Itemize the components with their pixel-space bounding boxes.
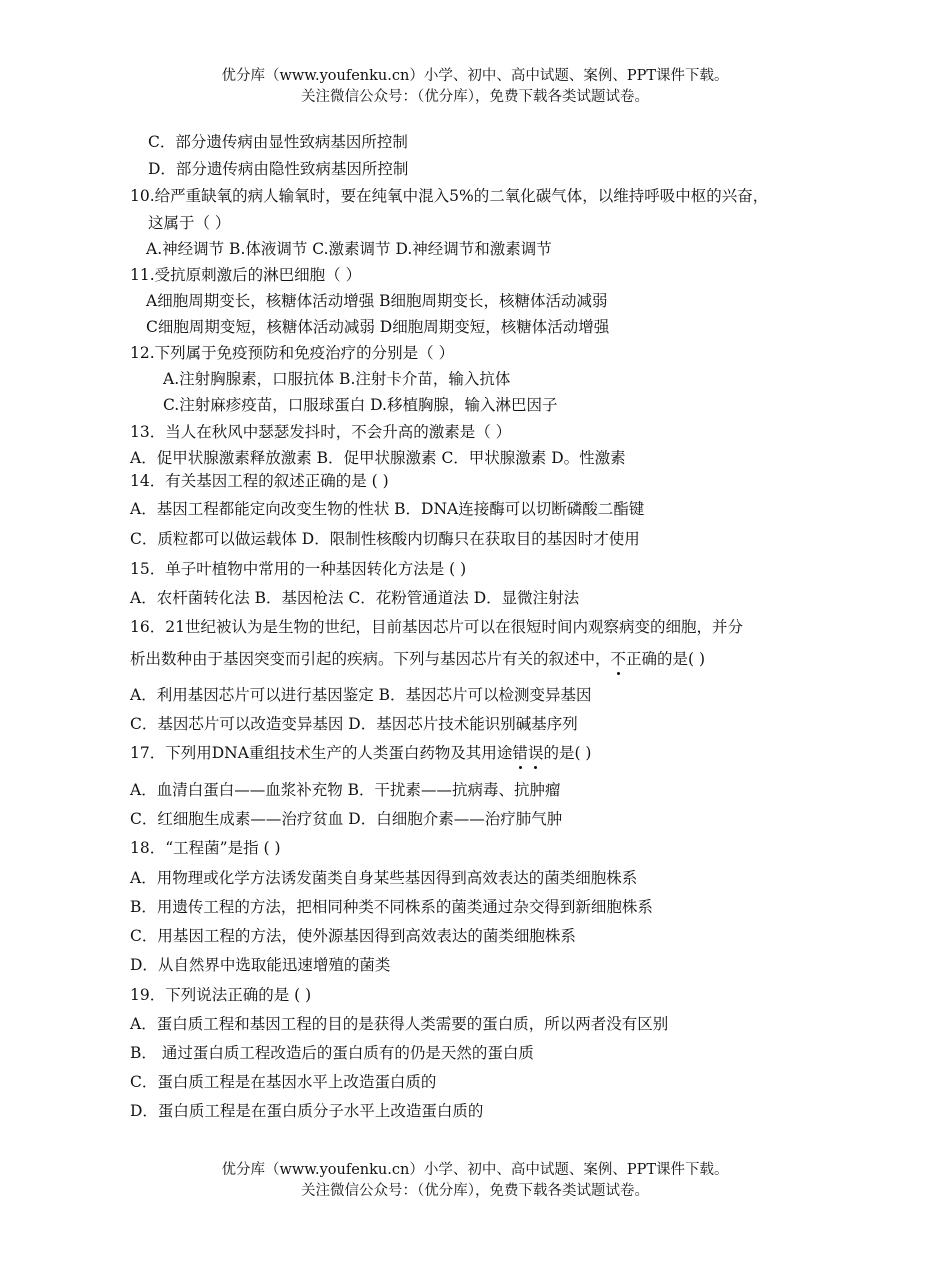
q11-stem: 11.受抗原刺激后的淋巴细胞（ ） (130, 266, 362, 284)
q16-stem-cont-pre: 析出数种由于基因突变而引起的疾病。下列与基因芯片有关的叙述中， (130, 650, 611, 668)
q17-emphasis-char-2: 误 (527, 744, 544, 762)
q9-option-c: C．部分遗传病由显性致病基因所控制 (148, 133, 408, 151)
q18-option-a: A．用物理或化学方法诱发菌类自身某些基因得到高效表达的菌类细胞株系 (130, 869, 638, 887)
q17-stem-pre: 17．下列用DNA重组技术生产的人类蛋白药物及其用途 (130, 744, 513, 762)
q16-emphasis-char: 不 (610, 650, 627, 668)
q15-stem: 15．单子叶植物中常用的一种基因转化方法是 ( ) (130, 560, 467, 578)
q18-stem: 18．“工程菌”是指 ( ) (130, 839, 281, 857)
q17-stem (130, 742, 591, 764)
q18-option-c: C．用基因工程的方法，使外源基因得到高效表达的菌类细胞株系 (130, 927, 576, 945)
q10-options: A.神经调节 B.体液调节 C.激素调节 D.神经调节和激素调节 (146, 240, 552, 258)
q16-stem-cont (130, 648, 705, 670)
q15-options: A．农杆菌转化法 B．基因枪法 C．花粉管通道法 D．显微注射法 (130, 589, 580, 607)
q12-options-cd: C.注射麻疹疫苗，口服球蛋白 D.移植胸腺，输入淋巴因子 (163, 396, 558, 414)
q9-option-d: D．部分遗传病由隐性致病基因所控制 (148, 160, 409, 178)
footer-line-1: 优分库（www.youfenku.cn）小学、初中、高中试题、案例、PPT课件下载。 (221, 1162, 729, 1178)
q17-options-ab: A．血清白蛋白——血浆补充物 B．干扰素——抗病毒、抗肿瘤 (130, 781, 561, 799)
q13-stem: 13．当人在秋风中瑟瑟发抖时，不会升高的激素是（ ） (130, 423, 512, 441)
page-footer (0, 1160, 950, 1202)
q16-stem: 16．21世纪被认为是生物的世纪，目前基因芯片可以在很短时间内观察病变的细胞，并分 (130, 618, 743, 636)
q10-stem-cont: 这属于（ ） (148, 214, 231, 232)
header-line-1: 优分库（www.youfenku.cn）小学、初中、高中试题、案例、PPT课件下载。 (221, 68, 729, 84)
q14-options-cd: C．质粒都可以做运载体 D．限制性核酸内切酶只在获取目的基因时才使用 (130, 530, 640, 548)
q12-options-ab: A.注射胸腺素，口服抗体 B.注射卡介苗，输入抗体 (163, 370, 511, 388)
q19-stem: 19．下列说法正确的是 ( ) (130, 986, 312, 1004)
page-header (0, 66, 950, 108)
q12-stem: 12.下列属于免疫预防和免疫治疗的分别是（ ） (130, 344, 455, 362)
q18-option-d: D．从自然界中选取能迅速增殖的菌类 (130, 956, 391, 974)
footer-line-2: 关注微信公众号：（优分库），免费下载各类试题试卷。 (301, 1183, 649, 1199)
q16-options-ab: A．利用基因芯片可以进行基因鉴定 B．基因芯片可以检测变异基因 (130, 686, 592, 704)
q11-options-cd: C细胞周期变短，核糖体活动减弱 D细胞周期变短，核糖体活动增强 (146, 318, 610, 336)
q17-stem-post: 的是( ) (543, 744, 592, 762)
q10-stem: 10.给严重缺氧的病人输氧时，要在纯氧中混入5%的二氧化碳气体，以维持呼吸中枢的兴奋， (130, 187, 769, 205)
q19-option-c: C．蛋白质工程是在基因水平上改造蛋白质的 (130, 1073, 437, 1091)
q16-options-cd: C．基因芯片可以改造变异基因 D．基因芯片技术能识别碱基序列 (130, 715, 578, 733)
q18-option-b: B．用遗传工程的方法，把相同种类不同株系的菌类通过杂交得到新细胞株系 (130, 898, 653, 916)
q13-options: A．促甲状腺激素释放激素 B．促甲状腺激素 C．甲状腺激素 D。性激素 (130, 449, 626, 467)
header-line-2: 关注微信公众号：（优分库），免费下载各类试题试卷。 (301, 89, 649, 105)
q11-options-ab: A细胞周期变长，核糖体活动增强 B细胞周期变长，核糖体活动减弱 (146, 292, 608, 310)
q19-option-b: B． 通过蛋白质工程改造后的蛋白质有的仍是天然的蛋白质 (130, 1044, 534, 1062)
q14-stem: 14．有关基因工程的叙述正确的是 ( ) (130, 472, 389, 490)
q17-emphasis-char-1: 错 (512, 744, 528, 762)
q17-options-cd: C．红细胞生成素——治疗贫血 D．白细胞介素——治疗肺气肿 (130, 810, 563, 828)
q19-option-a: A．蛋白质工程和基因工程的目的是获得人类需要的蛋白质，所以两者没有区别 (130, 1015, 669, 1033)
q16-stem-cont-post: 正确的是( ) (626, 650, 706, 668)
q19-option-d: D．蛋白质工程是在蛋白质分子水平上改造蛋白质的 (130, 1102, 484, 1120)
q14-options-ab: A．基因工程都能定向改变生物的性状 B．DNA连接酶可以切断磷酸二酯键 (130, 500, 645, 518)
